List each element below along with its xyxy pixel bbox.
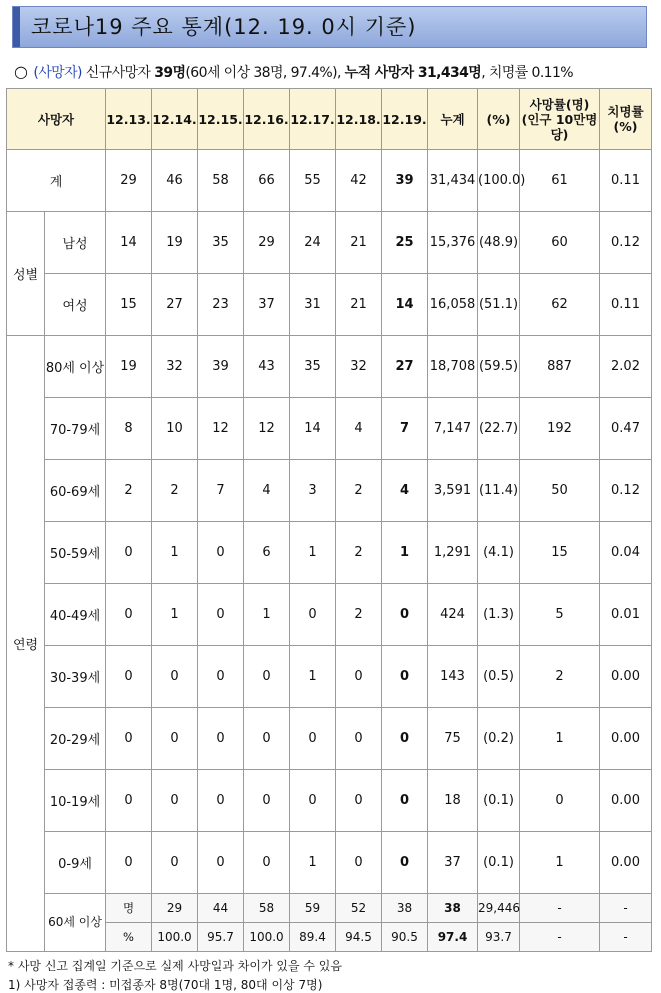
table-cell: 37 [244,274,290,336]
table-cell: 0 [152,770,198,832]
table-cell: 0.00 [600,832,652,894]
table-cell: 38 [382,894,428,923]
table-cell: 0 [106,832,152,894]
summary-cumulative: 누적 사망자 31,434명 [344,65,482,81]
table-cell: 0.11 [600,150,652,212]
table-cell: 15 [106,274,152,336]
table-cell: 0 [244,770,290,832]
table-cell: 0 [106,770,152,832]
table-cell: 0 [198,646,244,708]
table-cell: 0.11 [600,274,652,336]
table-row [7,522,652,584]
table-cell: 192 [520,398,600,460]
table-row [7,460,652,522]
table-cell: - [520,894,600,923]
table-cell: (1.3) [478,584,520,646]
table-cell: 19 [152,212,198,274]
column-header: (%) [478,89,520,150]
table-cell: 3 [290,460,336,522]
table-cell: 3,591 [428,460,478,522]
table-cell: 16,058 [428,274,478,336]
table-cell: 0 [152,832,198,894]
row-label: % [106,923,152,952]
table-cell: 887 [520,336,600,398]
table-cell: 18,708 [428,336,478,398]
group-label-age: 연령 [7,336,45,952]
table-cell: 44 [198,894,244,923]
column-header: 12.15. [198,89,244,150]
row-label: 0-9세 [45,832,106,894]
table-cell: 25 [382,212,428,274]
table-cell: 1 [152,584,198,646]
table-cell: 97.4 [428,923,478,952]
table-cell: (0.1) [478,770,520,832]
table-cell: (48.9) [478,212,520,274]
table-cell: (4.1) [478,522,520,584]
table-cell: 0 [336,646,382,708]
table-cell: 0 [198,708,244,770]
table-cell: 60 [520,212,600,274]
table-cell: 14 [106,212,152,274]
table-cell: 18 [428,770,478,832]
table-cell: 0 [198,584,244,646]
row-label: 30-39세 [45,646,106,708]
row-label: 50-59세 [45,522,106,584]
table-cell: 0 [382,832,428,894]
table-cell: 2 [152,460,198,522]
table-cell: 59 [290,894,336,923]
table-cell: 27 [382,336,428,398]
table-cell: 0 [290,584,336,646]
table-row-60plus [7,894,652,923]
table-cell: 24 [290,212,336,274]
summary-text-1: 신규사망자 [81,65,155,81]
table-cell: (11.4) [478,460,520,522]
row-label: 계 [7,150,106,212]
table-cell: (59.5) [478,336,520,398]
table-cell: 12 [244,398,290,460]
summary-label: (사망자) [33,65,82,81]
table-row [7,646,652,708]
group-label-60plus: 60세 이상 [45,894,106,952]
table-cell: 46 [152,150,198,212]
footnote-2: 1) 사망자 접종력 : 미접종자 8명(70대 1명, 80대 이상 7명) [8,978,323,992]
column-header: 누계 [428,89,478,150]
summary-text-2: (60세 이상 38명, 97.4%), [185,65,345,81]
table-cell: 29 [244,212,290,274]
table-cell: 32 [152,336,198,398]
table-cell: 0 [152,708,198,770]
row-label: 명 [106,894,152,923]
table-cell: (0.5) [478,646,520,708]
table-cell: 43 [244,336,290,398]
table-row [7,212,652,274]
row-label: 남성 [45,212,106,274]
row-label: 여성 [45,274,106,336]
column-header: 사망자 [7,89,106,150]
table-cell: 4 [244,460,290,522]
table-cell: 0 [244,832,290,894]
row-label: 40-49세 [45,584,106,646]
table-cell: - [600,894,652,923]
table-cell: 0.04 [600,522,652,584]
bullet-icon: ○ [14,62,28,81]
table-cell: 0 [382,646,428,708]
table-cell: 50 [520,460,600,522]
table-row [7,336,652,398]
summary-new-deaths: 39명 [154,65,186,81]
table-cell: 15,376 [428,212,478,274]
table-row [7,832,652,894]
table-cell: 1 [152,522,198,584]
table-cell: 0 [152,646,198,708]
row-label: 10-19세 [45,770,106,832]
table-cell: 31 [290,274,336,336]
table-cell: 27 [152,274,198,336]
table-cell: 1 [382,522,428,584]
table-cell: 31,434 [428,150,478,212]
table-cell: 52 [336,894,382,923]
title-bar [12,6,647,48]
table-cell: 5 [520,584,600,646]
table-cell: 1,291 [428,522,478,584]
table-row [7,398,652,460]
death-stats-table [6,88,652,952]
column-header: 12.17. [290,89,336,150]
table-cell: 0 [382,584,428,646]
title-accent [13,7,20,47]
table-cell: 7 [382,398,428,460]
table-cell: 0.47 [600,398,652,460]
table-cell: 23 [198,274,244,336]
table-cell: 32 [336,336,382,398]
table-cell: 7,147 [428,398,478,460]
table-cell: 7 [198,460,244,522]
table-row [7,770,652,832]
table-cell: 37 [428,832,478,894]
row-label: 60-69세 [45,460,106,522]
table-cell: (51.1) [478,274,520,336]
column-header: 12.14. [152,89,198,150]
table-cell: (100.0) [478,150,520,212]
table-cell: 1 [520,708,600,770]
table-cell: 2 [520,646,600,708]
table-cell: 4 [382,460,428,522]
table-cell: 0 [198,770,244,832]
table-cell: 12 [198,398,244,460]
table-cell: 0.00 [600,646,652,708]
table-cell: 1 [520,832,600,894]
table-cell: 0 [336,770,382,832]
column-header: 12.18. [336,89,382,150]
table-cell: 15 [520,522,600,584]
table-cell: (0.1) [478,832,520,894]
column-header: 사망률(명) (인구 10만명당) [520,89,600,150]
table-cell: 4 [336,398,382,460]
table-cell: 2.02 [600,336,652,398]
table-cell: 2 [336,460,382,522]
table-cell: 0.01 [600,584,652,646]
table-cell: 8 [106,398,152,460]
table-cell: 19 [106,336,152,398]
table-cell: 38 [428,894,478,923]
table-cell: 35 [198,212,244,274]
table-cell: 42 [336,150,382,212]
table-cell: 143 [428,646,478,708]
table-cell: 0 [244,708,290,770]
column-header: 12.16. [244,89,290,150]
table-cell: 39 [198,336,244,398]
row-label: 80세 이상 [45,336,106,398]
row-label: 70-79세 [45,398,106,460]
table-cell: 0 [382,770,428,832]
table-cell: 0 [106,646,152,708]
table-cell: 29 [106,150,152,212]
table-cell: 6 [244,522,290,584]
table-cell: 2 [336,584,382,646]
table-cell: 1 [290,522,336,584]
table-cell: 29,446 [478,894,520,923]
table-cell: 0 [290,708,336,770]
table-cell: 75 [428,708,478,770]
group-label-sex: 성별 [7,212,45,336]
table-cell: 21 [336,274,382,336]
table-cell: 14 [382,274,428,336]
table-cell: 58 [244,894,290,923]
table-row [7,274,652,336]
table-cell: 0 [520,770,600,832]
table-cell: 58 [198,150,244,212]
table-cell: 0 [198,522,244,584]
table-cell: 0 [382,708,428,770]
table-cell: 62 [520,274,600,336]
table-cell: 0 [290,770,336,832]
footnote-1: * 사망 신고 집계일 기준으로 실제 사망일과 차이가 있을 수 있음 [8,959,342,973]
table-cell: 1 [290,832,336,894]
row-label: 20-29세 [45,708,106,770]
table-cell: 89.4 [290,923,336,952]
table-cell: 0 [336,708,382,770]
table-cell: - [600,923,652,952]
table-cell: 35 [290,336,336,398]
table-cell: 39 [382,150,428,212]
table-cell: 1 [290,646,336,708]
table-cell: 61 [520,150,600,212]
table-cell: 66 [244,150,290,212]
table-row [7,708,652,770]
table-cell: 0 [336,832,382,894]
table-cell: 100.0 [244,923,290,952]
table-cell: 0 [106,584,152,646]
page-title: 코로나19 주요 통계(12. 19. 0시 기준) [31,15,417,39]
table-cell: 1 [244,584,290,646]
table-cell: 0.00 [600,770,652,832]
table-cell: 90.5 [382,923,428,952]
table-cell: 0.00 [600,708,652,770]
table-cell: 93.7 [478,923,520,952]
table-cell: 29 [152,894,198,923]
summary-line [14,62,573,82]
table-cell: 2 [336,522,382,584]
table-cell: 0.12 [600,460,652,522]
table-cell: 21 [336,212,382,274]
table-cell: 0 [244,646,290,708]
table-cell: 0 [106,522,152,584]
table-cell: 2 [106,460,152,522]
table-cell: 95.7 [198,923,244,952]
table-row [7,584,652,646]
table-cell: 55 [290,150,336,212]
table-cell: 94.5 [336,923,382,952]
column-header: 12.13. [106,89,152,150]
table-cell: 0 [106,708,152,770]
table-row [7,150,652,212]
table-cell: 424 [428,584,478,646]
summary-text-3: , 치명률 0.11% [481,65,573,81]
column-header: 치명률 (%) [600,89,652,150]
table-cell: - [520,923,600,952]
table-cell: 0 [198,832,244,894]
table-cell: (22.7) [478,398,520,460]
table-cell: 0.12 [600,212,652,274]
column-header: 12.19. [382,89,428,150]
table-cell: 10 [152,398,198,460]
table-cell: 100.0 [152,923,198,952]
table-header-row [7,89,652,150]
table-cell: 14 [290,398,336,460]
table-cell: (0.2) [478,708,520,770]
